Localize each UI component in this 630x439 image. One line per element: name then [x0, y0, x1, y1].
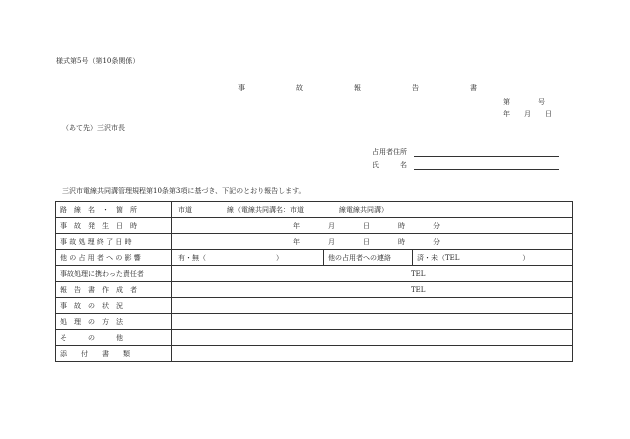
- contact-field[interactable]: [413, 250, 573, 266]
- table-row: [56, 202, 573, 218]
- impact-value: 有・無（ ）: [178, 253, 283, 262]
- occupier-address-label: 占用者住所: [372, 148, 407, 156]
- document-title: 事 故 報 告 書: [238, 84, 499, 92]
- occurred-field[interactable]: [172, 218, 573, 234]
- table-row: [56, 218, 573, 234]
- other-label: そ の 他: [56, 330, 172, 346]
- impact-field[interactable]: [172, 250, 324, 266]
- author-tel-label: TEL: [411, 285, 426, 294]
- table-row: [56, 250, 573, 266]
- finished-value: 年 月 日 時 分: [293, 237, 440, 246]
- document-date-line: 年 月 日: [503, 110, 552, 118]
- form-number-label: 様式第5号（第10条関係）: [56, 57, 140, 65]
- contact-label: 他の占用者への連絡: [324, 250, 413, 266]
- table-row: [56, 314, 573, 330]
- document-number-line: 第 号: [503, 98, 545, 106]
- occupier-address-field[interactable]: [414, 156, 559, 157]
- responsible-field[interactable]: [172, 266, 573, 282]
- author-label: 報 告 書 作 成 者: [56, 282, 172, 298]
- finished-label: 事 故 処 理 終 了 日 時: [56, 234, 172, 250]
- occurred-label: 事 故 発 生 日 時: [56, 218, 172, 234]
- route-label: 路 線 名 ・ 箇 所: [56, 202, 172, 218]
- occupier-name-label: 氏 名: [372, 161, 407, 169]
- statement-text: 三沢市電線共同溝管理規程第10条第3項に基づき、下記のとおり報告します。: [62, 187, 306, 195]
- table-row: [56, 298, 573, 314]
- table-row: [56, 266, 573, 282]
- method-label: 処 理 の 方 法: [56, 314, 172, 330]
- responsible-label: 事故処理に携わった責任者: [56, 266, 172, 282]
- table-row: [56, 282, 573, 298]
- route-field[interactable]: [172, 202, 573, 218]
- attachments-label: 添 付 書 類: [56, 346, 172, 362]
- situation-label: 事 故 の 状 況: [56, 298, 172, 314]
- table-row: [56, 330, 573, 346]
- report-table: [55, 201, 573, 362]
- route-value: 市道 線（電線共同溝名：市道 線電線共同溝）: [178, 205, 388, 214]
- addressee: （あて先）三沢市長: [62, 124, 125, 132]
- occurred-value: 年 月 日 時 分: [293, 221, 440, 230]
- author-field[interactable]: [172, 282, 573, 298]
- table-row: [56, 234, 573, 250]
- other-field[interactable]: [172, 330, 573, 346]
- impact-label: 他 の 占 用 者 へ の 影 響: [56, 250, 172, 266]
- responsible-tel-label: TEL: [411, 269, 426, 278]
- table-row: [56, 346, 573, 362]
- contact-value: 済・未（TEL ）: [417, 253, 530, 262]
- finished-field[interactable]: [172, 234, 573, 250]
- occupier-name-field[interactable]: [414, 169, 559, 170]
- situation-field[interactable]: [172, 298, 573, 314]
- method-field[interactable]: [172, 314, 573, 330]
- attachments-field[interactable]: [172, 346, 573, 362]
